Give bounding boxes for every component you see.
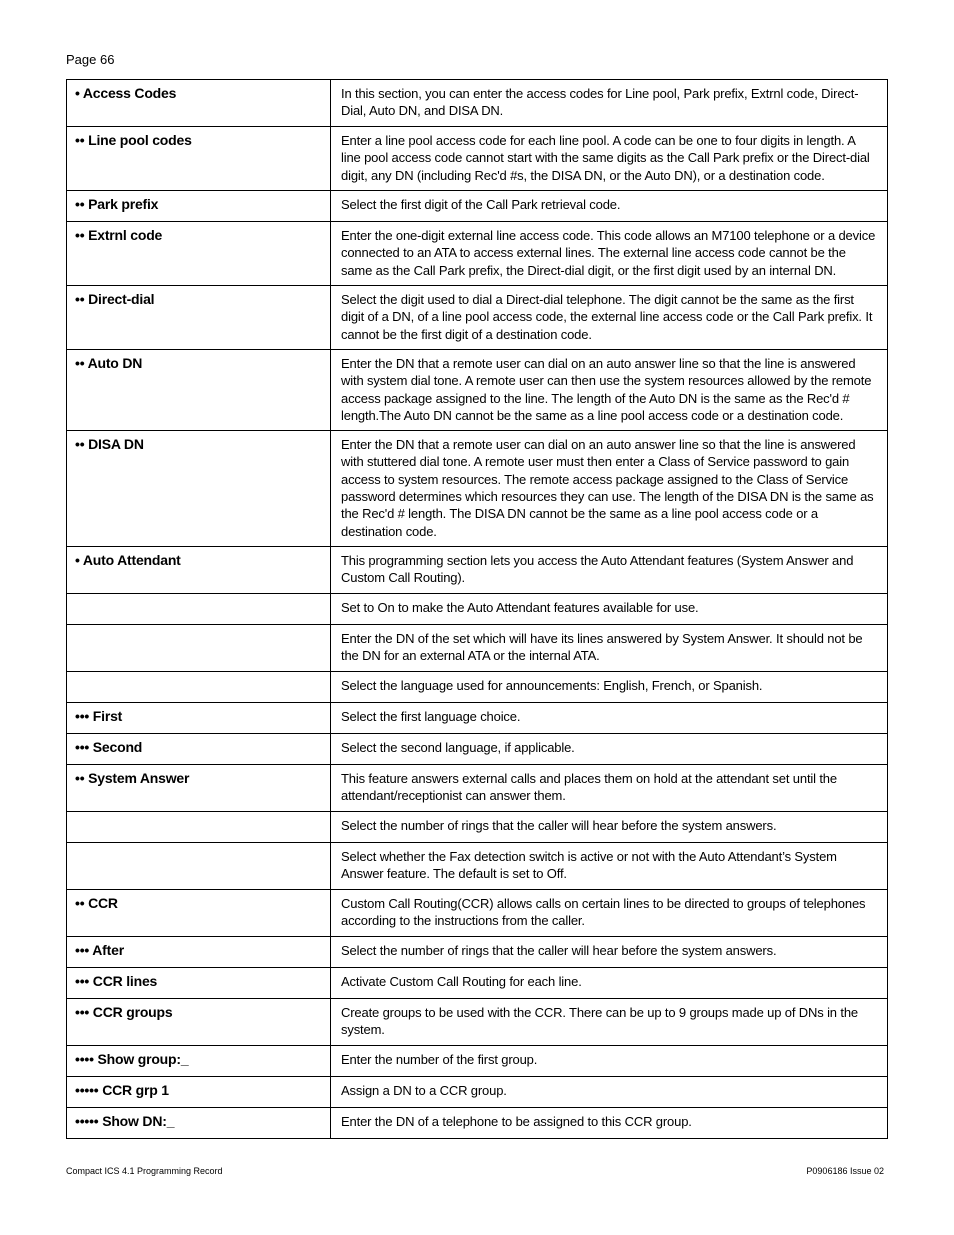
table-row bbox=[67, 624, 888, 671]
term-cell: •• Line pool codes bbox=[67, 127, 331, 191]
term-cell: •• CCR bbox=[67, 889, 331, 936]
description-cell: Enter the DN of the set which will have its lines answered by System Answer. It should not be the DN for an external ATA or the internal ATA. bbox=[331, 624, 888, 671]
page-number: Page 66 bbox=[66, 52, 115, 67]
term-cell bbox=[67, 593, 331, 624]
term-cell: •• Direct-dial bbox=[67, 286, 331, 350]
footer-document-title: Compact ICS 4.1 Programming Record bbox=[66, 1166, 223, 1176]
table-row bbox=[67, 1076, 888, 1107]
table-row bbox=[67, 127, 888, 191]
description-cell: Custom Call Routing(CCR) allows calls on certain lines to be directed to groups of telephones according to the instructions from the caller. bbox=[331, 889, 888, 936]
table-row bbox=[67, 350, 888, 431]
description-cell: Select the number of rings that the caller will hear before the system answers. bbox=[331, 811, 888, 842]
table-row bbox=[67, 1107, 888, 1138]
table-row bbox=[67, 191, 888, 222]
term-cell: ••• First bbox=[67, 702, 331, 733]
term-cell bbox=[67, 811, 331, 842]
description-cell: Select the number of rings that the caller will hear before the system answers. bbox=[331, 936, 888, 967]
term-cell: ••• CCR lines bbox=[67, 967, 331, 998]
term-cell: • Access Codes bbox=[67, 80, 331, 127]
table-row bbox=[67, 593, 888, 624]
description-cell: This feature answers external calls and places them on hold at the attendant set until the attendant/receptionist can answer them. bbox=[331, 764, 888, 811]
table-row bbox=[67, 80, 888, 127]
table-row bbox=[67, 546, 888, 593]
footer-document-number: P0906186 Issue 02 bbox=[806, 1166, 884, 1176]
table-row bbox=[67, 431, 888, 547]
description-cell: Assign a DN to a CCR group. bbox=[331, 1076, 888, 1107]
description-cell: Select whether the Fax detection switch is active or not with the Auto Attendant’s System Answer feature. The default is set to Off. bbox=[331, 842, 888, 889]
term-cell: •• DISA DN bbox=[67, 431, 331, 547]
term-cell: •• System Answer bbox=[67, 764, 331, 811]
term-cell: •• Park prefix bbox=[67, 191, 331, 222]
description-cell: Select the second language, if applicable. bbox=[331, 733, 888, 764]
table-row bbox=[67, 811, 888, 842]
description-cell: Enter the DN that a remote user can dial on an auto answer line so that the line is answered with system dial tone. A remote user can then use the system resources allowed by the remote access package assigned to the line. The length of the Auto DN is the same as the Rec'd # length.The Auto DN cannot be the same as a line pool access code or a destination code. bbox=[331, 350, 888, 431]
table-row bbox=[67, 286, 888, 350]
table-row bbox=[67, 936, 888, 967]
term-cell bbox=[67, 671, 331, 702]
term-cell: ••• After bbox=[67, 936, 331, 967]
description-cell: Select the digit used to dial a Direct-dial telephone. The digit cannot be the same as the first digit of a DN, of a line pool access code, the external line access code or the Call Park prefix. It cannot be the first digit of a destination code. bbox=[331, 286, 888, 350]
term-cell: ••• Second bbox=[67, 733, 331, 764]
description-cell: Select the first language choice. bbox=[331, 702, 888, 733]
description-cell: Enter the DN that a remote user can dial on an auto answer line so that the line is answered with stuttered dial tone. A remote user must then enter a Class of Service password to gain access to system resources. The remote access package assigned to the Class of Service password determines which resources they can use. The length of the DISA DN is the same as the Rec'd # length. The DISA DN cannot be the same as a line pool access code or a destination code. bbox=[331, 431, 888, 547]
table-row bbox=[67, 671, 888, 702]
description-cell: Create groups to be used with the CCR. There can be up to 9 groups made up of DNs in the system. bbox=[331, 998, 888, 1045]
description-cell: Enter the one-digit external line access code. This code allows an M7100 telephone or a device connected to an ATA to access external lines. The external line access code cannot be the same as the Call Park prefix, the Direct-dial digit, or the first digit used by an internal DN. bbox=[331, 222, 888, 286]
description-cell: In this section, you can enter the access codes for Line pool, Park prefix, Extrnl code, Direct-Dial, Auto DN, and DISA DN. bbox=[331, 80, 888, 127]
table-row bbox=[67, 842, 888, 889]
table-row bbox=[67, 764, 888, 811]
table-row bbox=[67, 889, 888, 936]
term-cell: ••••• CCR grp 1 bbox=[67, 1076, 331, 1107]
description-cell: Activate Custom Call Routing for each line. bbox=[331, 967, 888, 998]
table-row bbox=[67, 967, 888, 998]
table-row bbox=[67, 1045, 888, 1076]
term-cell bbox=[67, 842, 331, 889]
table-row bbox=[67, 733, 888, 764]
description-cell: Set to On to make the Auto Attendant features available for use. bbox=[331, 593, 888, 624]
term-cell: ••• CCR groups bbox=[67, 998, 331, 1045]
term-cell: • Auto Attendant bbox=[67, 546, 331, 593]
description-cell: Enter the number of the first group. bbox=[331, 1045, 888, 1076]
description-cell: Enter the DN of a telephone to be assigned to this CCR group. bbox=[331, 1107, 888, 1138]
description-cell: Select the language used for announcements: English, French, or Spanish. bbox=[331, 671, 888, 702]
table-row bbox=[67, 998, 888, 1045]
term-cell: •• Auto DN bbox=[67, 350, 331, 431]
table-row bbox=[67, 702, 888, 733]
table-row bbox=[67, 222, 888, 286]
term-cell: •••• Show group:_ bbox=[67, 1045, 331, 1076]
description-cell: This programming section lets you access the Auto Attendant features (System Answer and Custom Call Routing). bbox=[331, 546, 888, 593]
term-cell: ••••• Show DN:_ bbox=[67, 1107, 331, 1138]
programming-table bbox=[66, 79, 888, 1139]
term-cell: •• Extrnl code bbox=[67, 222, 331, 286]
description-cell: Select the first digit of the Call Park retrieval code. bbox=[331, 191, 888, 222]
description-cell: Enter a line pool access code for each line pool. A code can be one to four digits in length. A line pool access code cannot start with the same digits as the Call Park prefix or the Direct-dial digit, any DN (including Rec'd #s, the DISA DN, or the Auto DN), or a destination code. bbox=[331, 127, 888, 191]
term-cell bbox=[67, 624, 331, 671]
